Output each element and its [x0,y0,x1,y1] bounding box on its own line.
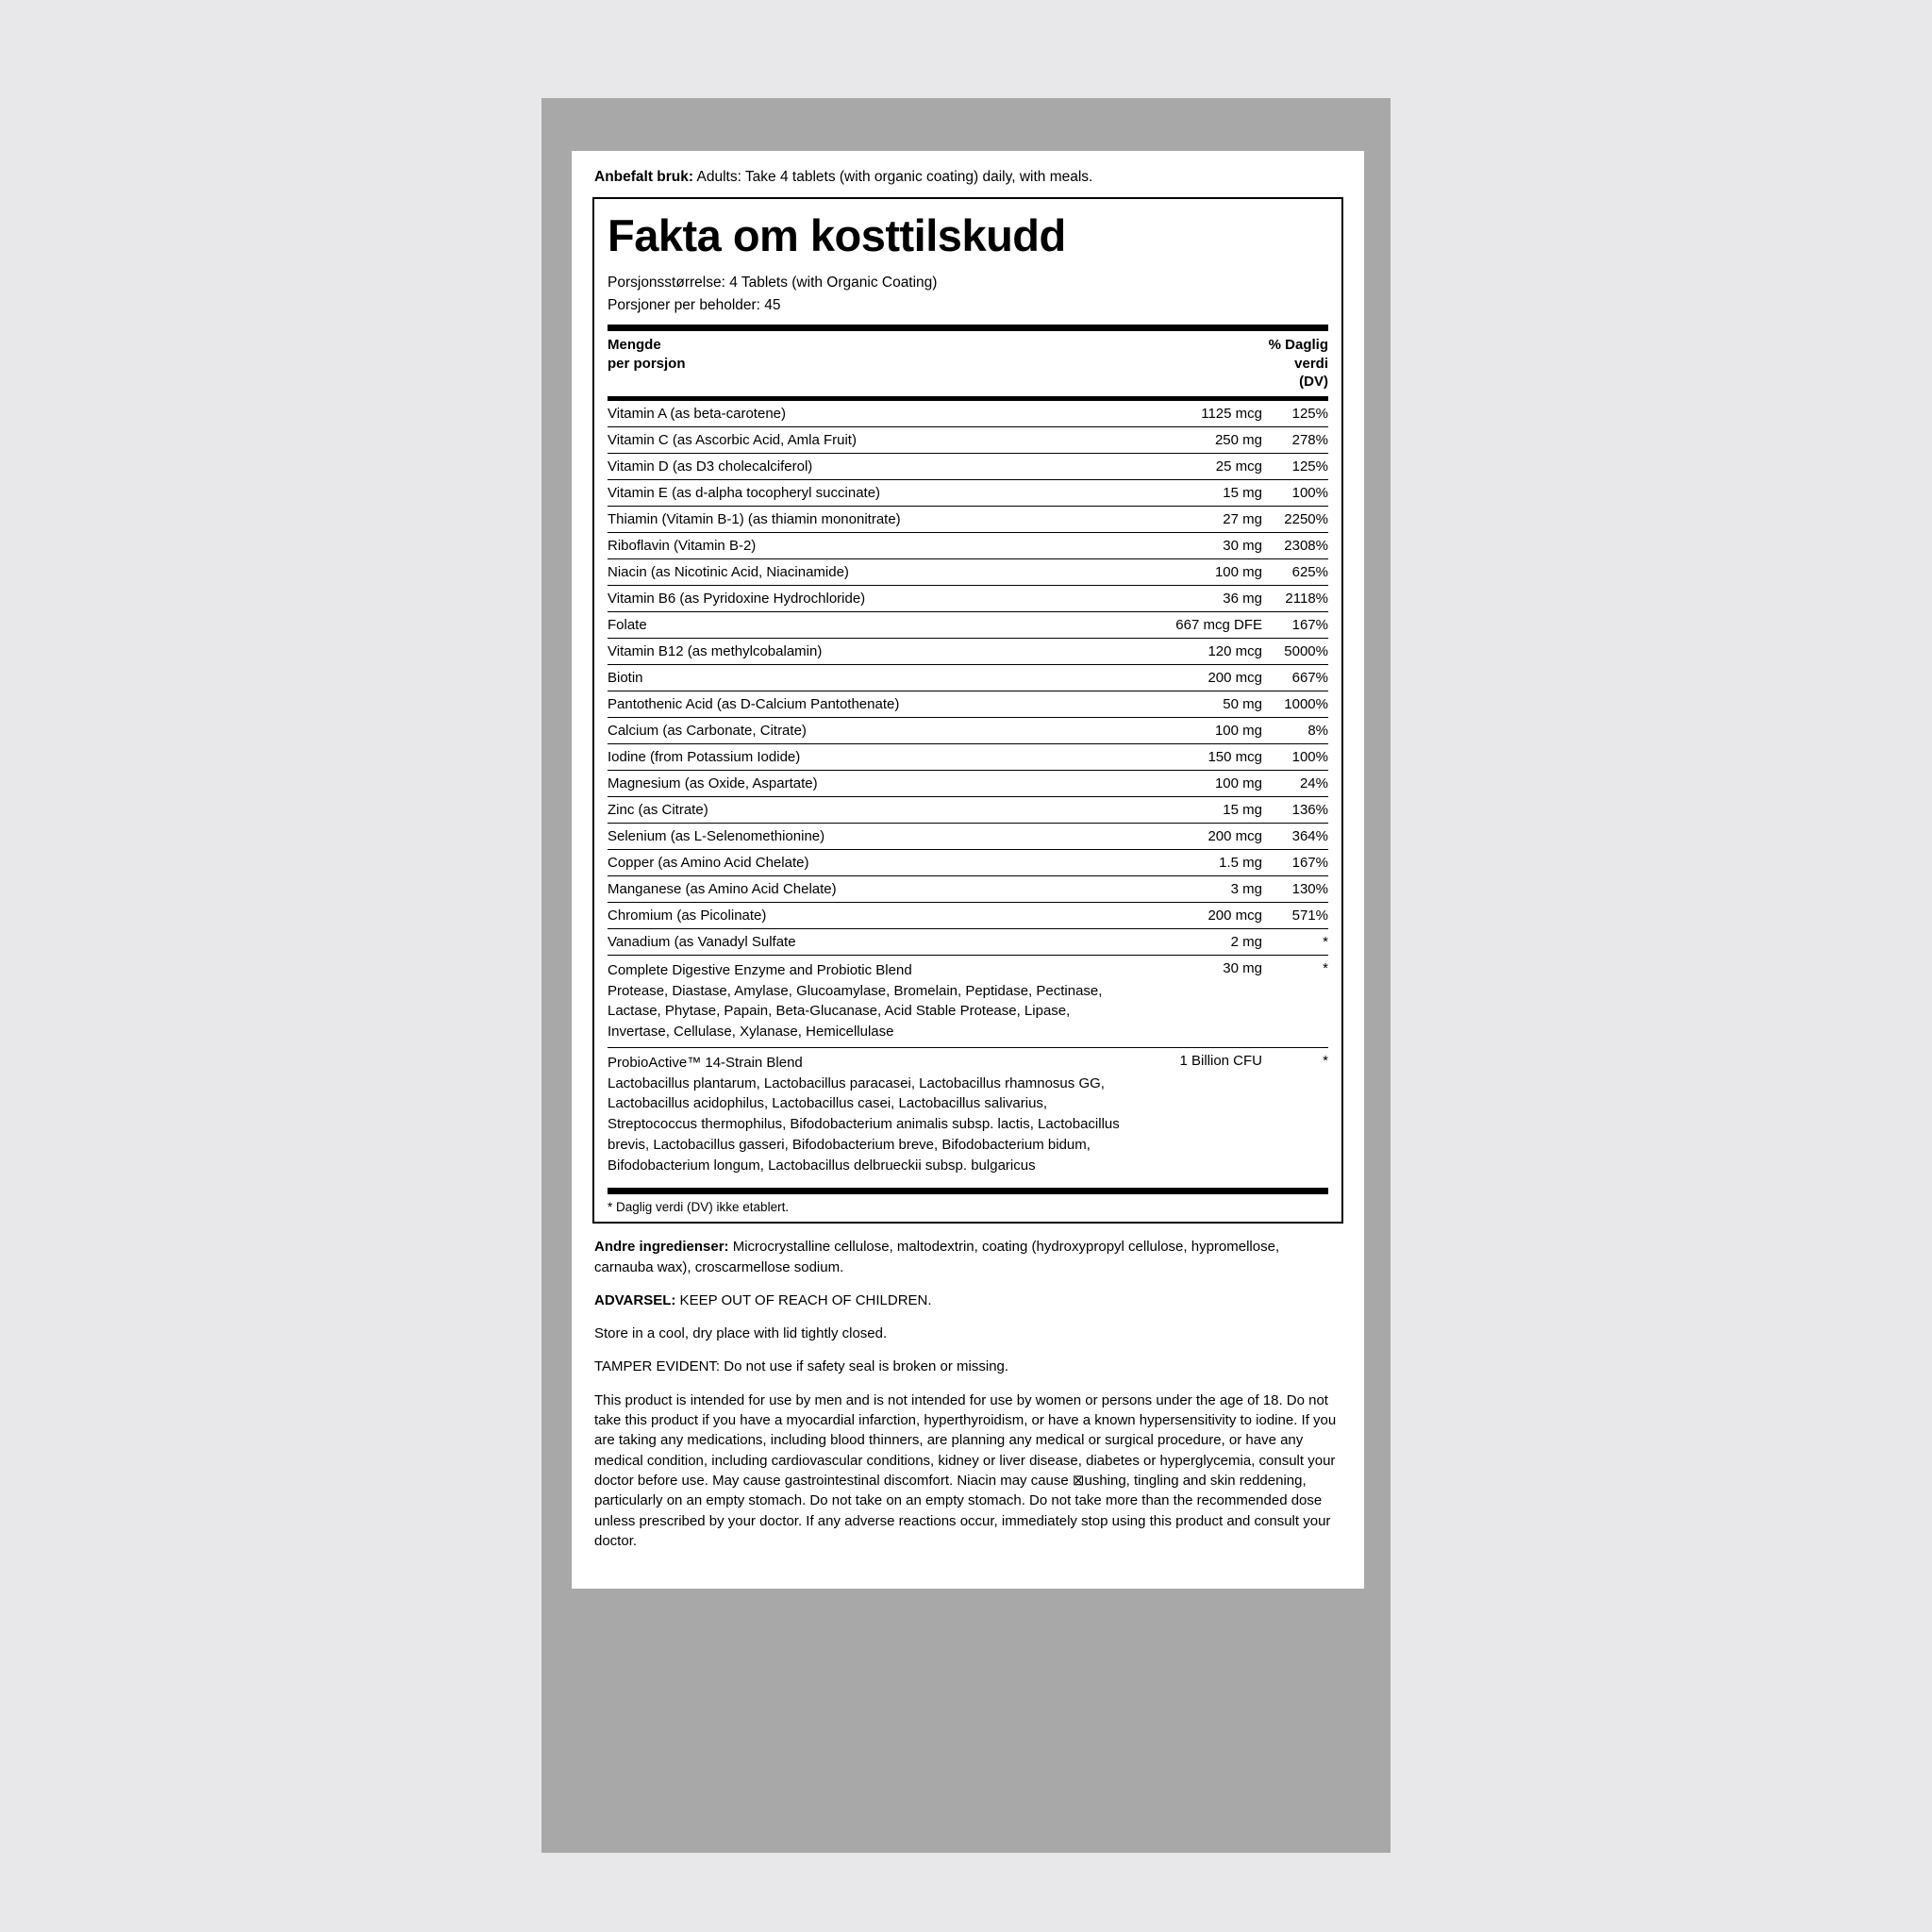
recommended-use-text: Adults: Take 4 tablets (with organic coating) daily, with meals. [693,169,1093,185]
nutrient-amount: 250 mg [1121,426,1262,453]
nutrient-row [608,902,1328,928]
nutrient-daily-value: 100% [1262,479,1328,506]
blend-daily-value: * [1262,955,1328,1047]
nutrient-daily-value: 2118% [1262,585,1328,611]
divider-thick-top [608,325,1328,331]
blend-title: ProbioActive™ 14-Strain Blend [608,1054,803,1071]
nutrients-table-body [608,400,1328,1180]
nutrient-name: Niacin (as Nicotinic Acid, Niacinamide) [608,558,1121,585]
nutrient-name: Vitamin D (as D3 cholecalciferol) [608,453,1121,479]
nutrient-amount: 15 mg [1121,479,1262,506]
nutrient-name: Vitamin B12 (as methylcobalamin) [608,638,1121,664]
nutrients-table [608,400,1328,1181]
nutrient-amount: 200 mcg [1121,902,1262,928]
nutrient-amount: 36 mg [1121,585,1262,611]
nutrient-row [608,743,1328,770]
nutrient-daily-value: 571% [1262,902,1328,928]
tamper-note: TAMPER EVIDENT: Do not use if safety seal is broken or missing. [594,1358,1009,1375]
nutrient-amount: 27 mg [1121,506,1262,532]
recommended-use [572,151,1364,197]
nutrient-name: Zinc (as Citrate) [608,796,1121,823]
warning-label: ADVARSEL: [594,1291,676,1308]
nutrient-amount: 100 mg [1121,717,1262,743]
nutrient-row [608,506,1328,532]
nutrient-amount: 50 mg [1121,691,1262,717]
nutrient-row [608,558,1328,585]
servings-per-container: Porsjoner per beholder: 45 [608,297,781,314]
nutrient-name: Vitamin A (as beta-carotene) [608,400,1121,426]
header-dv [1076,331,1328,396]
facts-table [608,331,1328,396]
nutrient-daily-value: 125% [1262,400,1328,426]
nutrient-daily-value: 5000% [1262,638,1328,664]
nutrient-name: Pantothenic Acid (as D-Calcium Pantothenate) [608,691,1121,717]
nutrient-name: Vitamin E (as d-alpha tocopheryl succinate) [608,479,1121,506]
nutrient-row [608,664,1328,691]
nutrient-row [608,875,1328,902]
nutrient-amount: 1.5 mg [1121,849,1262,875]
nutrient-name: Vanadium (as Vanadyl Sulfate [608,928,1121,955]
nutrient-amount: 100 mg [1121,558,1262,585]
nutrient-amount: 3 mg [1121,875,1262,902]
blend-description-cell [608,1047,1121,1180]
nutrient-daily-value: 24% [1262,770,1328,796]
nutrient-daily-value: 130% [1262,875,1328,902]
warning [594,1291,1341,1310]
label-footer [572,1224,1364,1589]
nutrient-daily-value: 364% [1262,823,1328,849]
nutrient-row [608,849,1328,875]
nutrient-row [608,585,1328,611]
nutrient-row [608,532,1328,558]
nutrient-row [608,611,1328,638]
nutrient-daily-value: 278% [1262,426,1328,453]
blend-description-cell [608,955,1121,1047]
nutrient-amount: 25 mcg [1121,453,1262,479]
header-dv-line2: verdi [1294,355,1328,372]
nutrient-amount: 30 mg [1121,532,1262,558]
nutrient-row [608,426,1328,453]
serving-size: Porsjonsstørrelse: 4 Tablets (with Organic Coating) [608,275,938,291]
nutrient-amount: 200 mcg [1121,664,1262,691]
blend-row-probiotic [608,1047,1328,1180]
nutrient-daily-value: 167% [1262,611,1328,638]
blend-row-enzyme [608,955,1328,1047]
nutrient-daily-value: 100% [1262,743,1328,770]
nutrient-row [608,638,1328,664]
nutrient-row [608,479,1328,506]
dv-footnote: * Daglig verdi (DV) ikke etablert. [608,1200,790,1215]
nutrient-name: Selenium (as L-Selenomethionine) [608,823,1121,849]
header-amount-line2: per porsjon [608,355,686,372]
header-amount-line1: Mengde [608,337,661,354]
facts-title: Fakta om kosttilskudd [608,209,1066,260]
disclaimer: This product is intended for use by men and is not intended for use by women or persons under the age of 18. Do not take this product if you have a myocardial infarction, hyperthyroidism, or have a known hypersensitivity to iodine. If you are taking any medications, including blood thinners, are planning any medical or surgical procedure, or have any medical condition, including cardiovascular conditions, kidney or liver disease, diabetes or hyperglycemia, consult your doctor before use. May cause gastrointestinal discomfort. Niacin may cause ⊠ushing, tingling and skin reddening, particularly on an empty stomach. Do not take on an empty stomach. Do not take more than the recommended dose unless prescribed by your doctor. If any adverse reactions occur, immediately stop using this product and consult your doctor. [594,1391,1337,1549]
blend-daily-value: * [1262,1047,1328,1180]
nutrient-name: Vitamin C (as Ascorbic Acid, Amla Fruit) [608,426,1121,453]
nutrient-name: Vitamin B6 (as Pyridoxine Hydrochloride) [608,585,1121,611]
header-spacer [935,331,1076,396]
nutrient-name: Copper (as Amino Acid Chelate) [608,849,1121,875]
nutrient-daily-value: 1000% [1262,691,1328,717]
nutrient-name: Chromium (as Picolinate) [608,902,1121,928]
blend-amount: 1 Billion CFU [1121,1047,1262,1180]
nutrient-amount: 150 mcg [1121,743,1262,770]
nutrient-name: Thiamin (Vitamin B-1) (as thiamin mononitrate) [608,506,1121,532]
warning-text: KEEP OUT OF REACH OF CHILDREN. [675,1291,932,1308]
nutrient-row [608,691,1328,717]
blend-ingredients: Protease, Diastase, Amylase, Glucoamylase, Bromelain, Peptidase, Pectinase, Lactase, Phytase, Papain, Beta-Glucanase, Acid Stable Protease, Lipase, Invertase, Cellulase, Xylanase, Hemicellulase [608,982,1103,1041]
other-ingredients [594,1237,1341,1277]
nutrient-row [608,823,1328,849]
nutrient-amount: 15 mg [1121,796,1262,823]
other-ingredients-label: Andre ingredienser: [594,1239,729,1256]
blend-title: Complete Digestive Enzyme and Probiotic Blend [608,961,912,978]
other-ingredients-text: Microcrystalline cellulose, maltodextrin, coating (hydroxypropyl cellulose, hypromellose, carnauba wax), croscarmellose sodium. [594,1239,1280,1275]
facts-table-body [608,331,1328,396]
nutrient-amount: 120 mcg [1121,638,1262,664]
nutrient-name: Manganese (as Amino Acid Chelate) [608,875,1121,902]
nutrient-row [608,928,1328,955]
nutrient-name: Iodine (from Potassium Iodide) [608,743,1121,770]
nutrient-name: Calcium (as Carbonate, Citrate) [608,717,1121,743]
divider-thick-bottom [608,1188,1328,1194]
nutrient-name: Riboflavin (Vitamin B-2) [608,532,1121,558]
nutrient-row [608,796,1328,823]
nutrient-name: Magnesium (as Oxide, Aspartate) [608,770,1121,796]
nutrient-daily-value: 2308% [1262,532,1328,558]
nutrient-daily-value: 625% [1262,558,1328,585]
nutrient-daily-value: 667% [1262,664,1328,691]
nutrient-amount: 100 mg [1121,770,1262,796]
recommended-use-label: Anbefalt bruk: [594,169,694,185]
nutrient-amount: 2 mg [1121,928,1262,955]
supplement-facts-box [592,197,1343,1224]
nutrient-daily-value: 167% [1262,849,1328,875]
nutrient-daily-value: 136% [1262,796,1328,823]
nutrient-name: Biotin [608,664,1121,691]
nutrient-amount: 200 mcg [1121,823,1262,849]
storage-note: Store in a cool, dry place with lid tightly closed. [594,1325,888,1342]
supplement-label-card [572,151,1364,1589]
nutrient-row [608,770,1328,796]
nutrient-row [608,453,1328,479]
header-dv-line3: (DV) [1299,374,1328,391]
nutrient-name: Folate [608,611,1121,638]
blend-amount: 30 mg [1121,955,1262,1047]
header-dv-line1: % Daglig [1268,337,1328,354]
nutrient-daily-value: * [1262,928,1328,955]
nutrient-daily-value: 8% [1262,717,1328,743]
header-amount [608,331,935,396]
nutrient-row [608,400,1328,426]
facts-header-row [608,331,1328,396]
nutrient-daily-value: 2250% [1262,506,1328,532]
blend-ingredients: Lactobacillus plantarum, Lactobacillus paracasei, Lactobacillus rhamnosus GG, Lactobacillus acidophilus, Lactobacillus casei, Lactobacillus salivarius, Streptococcus thermophilus, Bifodobacterium animalis subsp. lactis, Lactobacillus brevis, Lactobacillus gasseri, Bifodobacterium breve, Bifodobacterium bidum, Bifodobacterium longum, Lactobacillus delbrueckii subsp. bulgaricus [608,1074,1120,1174]
nutrient-amount: 1125 mcg [1121,400,1262,426]
nutrient-daily-value: 125% [1262,453,1328,479]
nutrient-row [608,717,1328,743]
nutrient-amount: 667 mcg DFE [1121,611,1262,638]
